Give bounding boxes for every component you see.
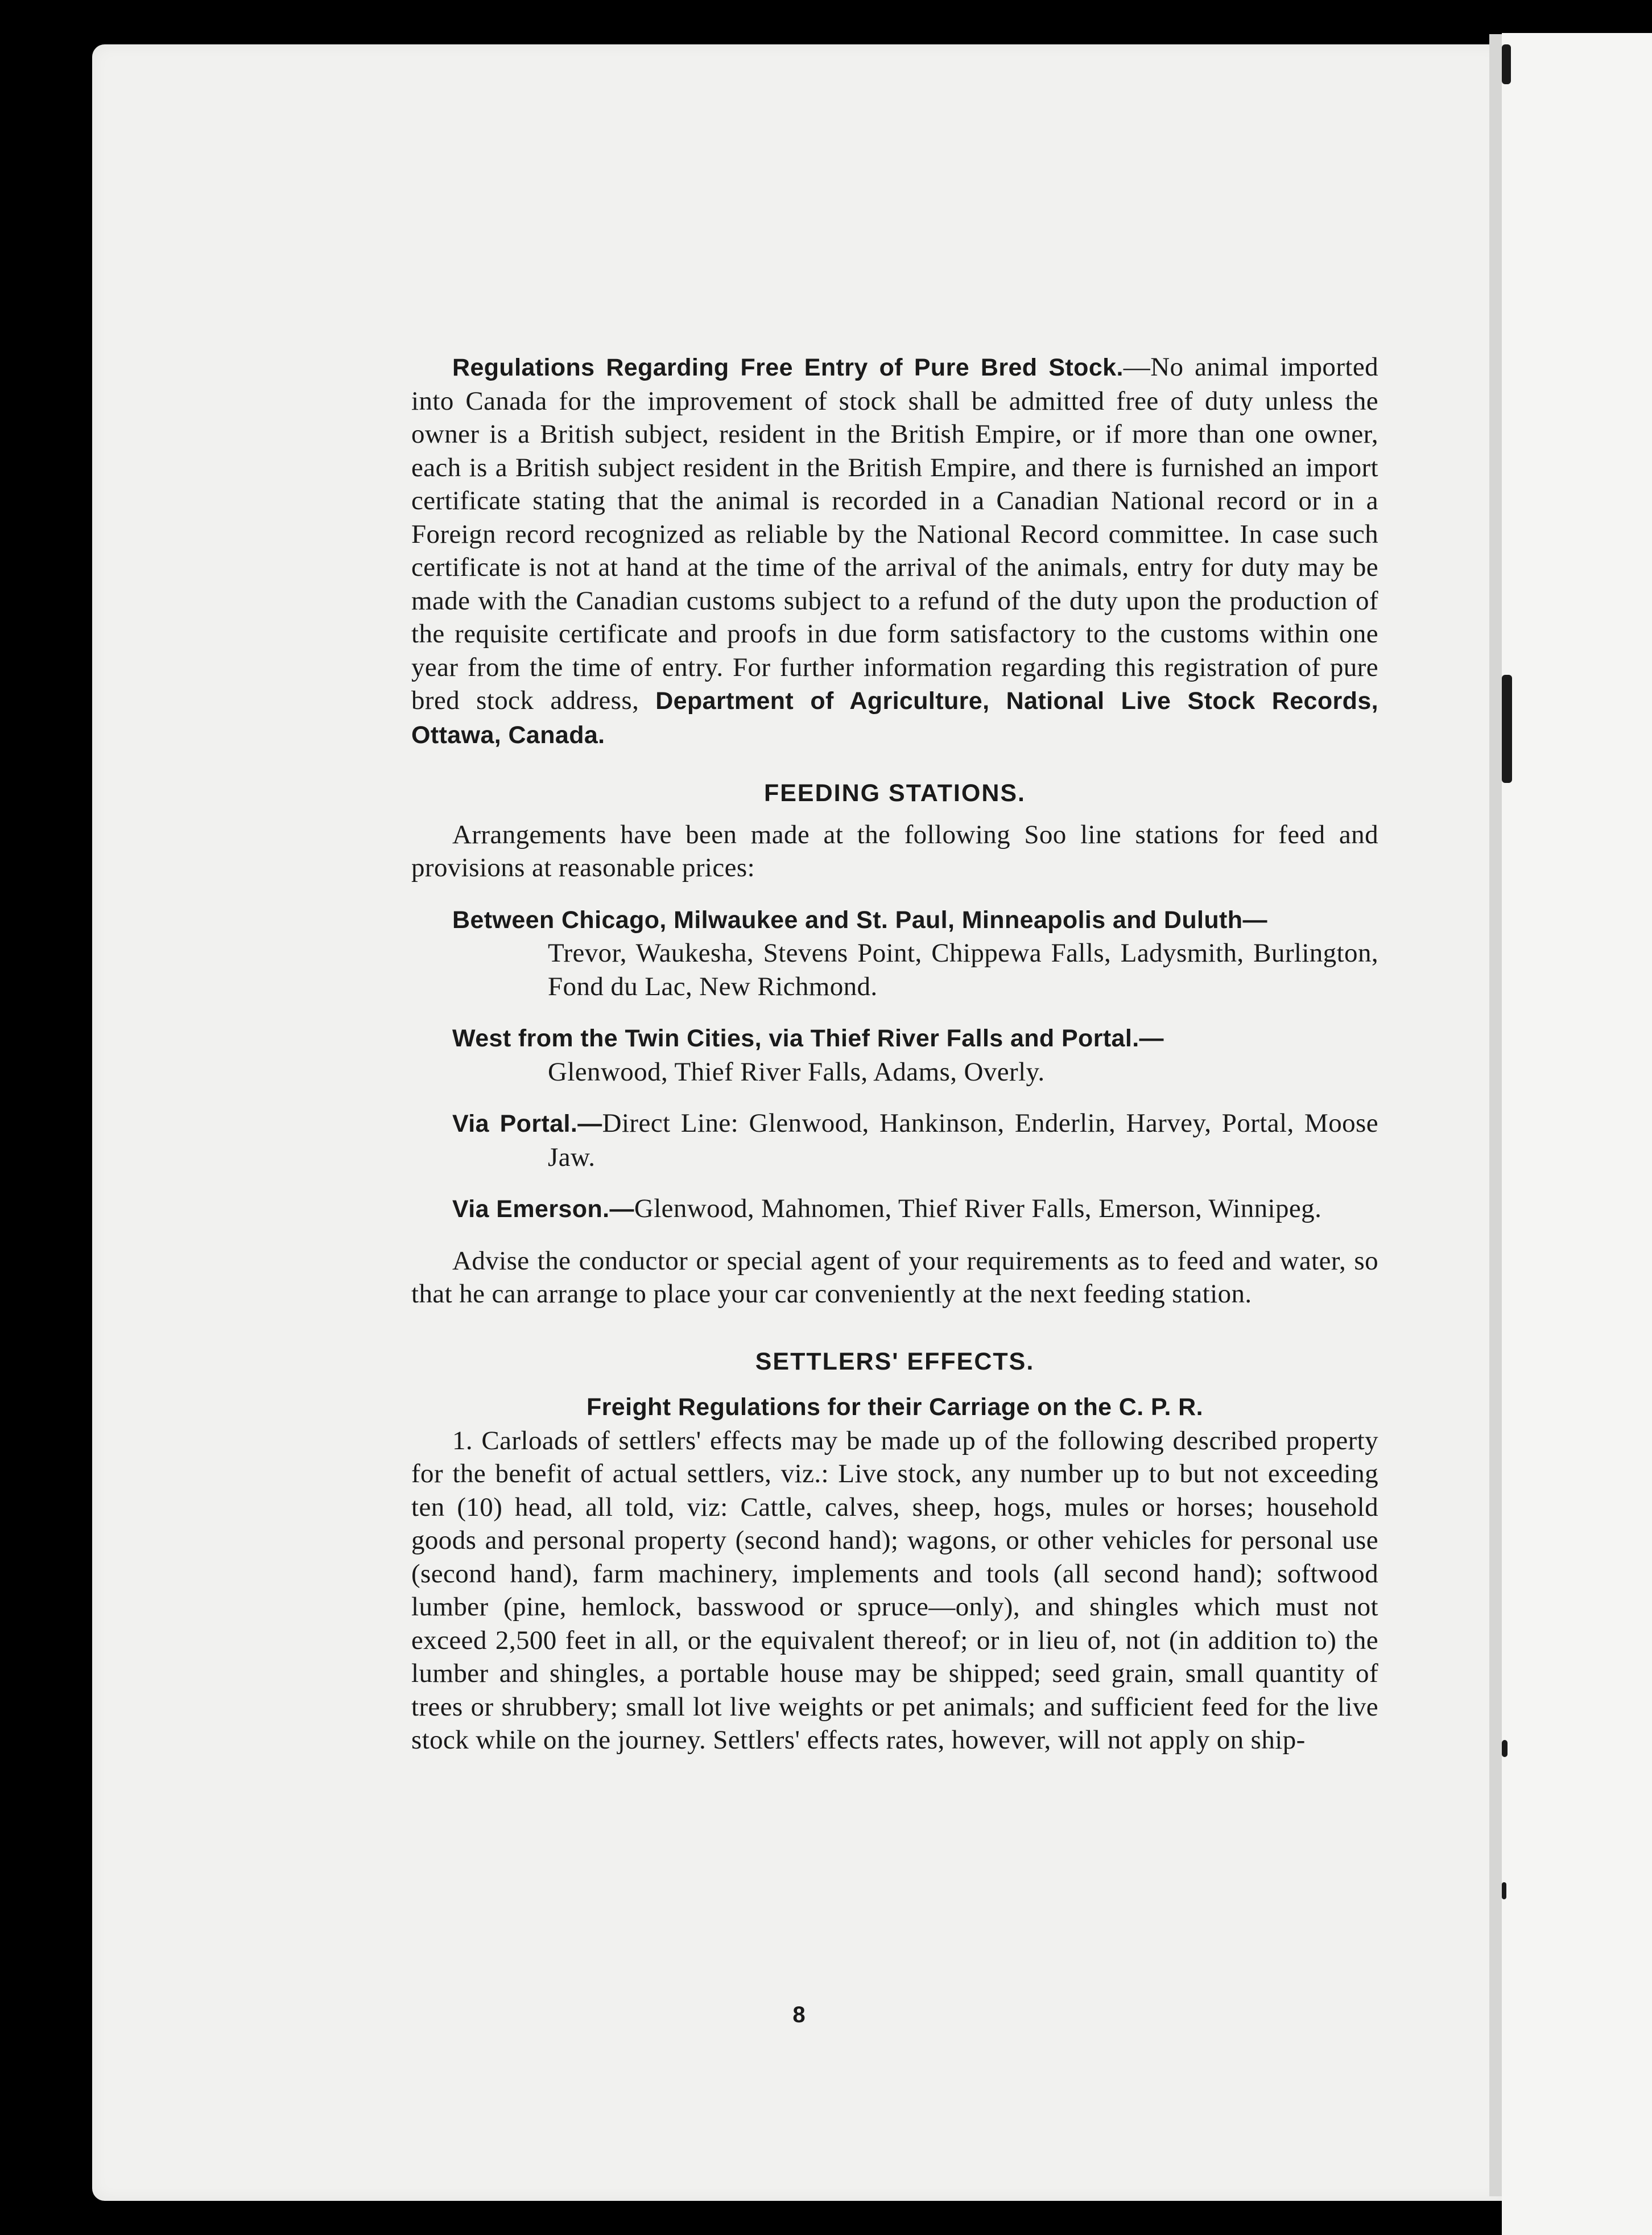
settlers-effects-subtitle: Freight Regulations for their Carriage on the C. P. R. — [586, 1393, 1203, 1421]
binding-mark — [1502, 675, 1512, 783]
page-spine — [1489, 34, 1502, 2196]
route-heading: Between Chicago, Milwaukee and St. Paul, Minneapolis and Duluth— — [452, 906, 1267, 934]
binding-mark — [1502, 1882, 1506, 1899]
route-item — [452, 1107, 1378, 1174]
route-stations: Direct Line: Glenwood, Hankinson, Enderlin, Harvey, Portal, Moose Jaw. — [548, 1108, 1378, 1172]
regulations-address: Department of Agriculture, National Live Stock Records, Ottawa, Canada. — [411, 687, 1378, 749]
binding-mark — [1502, 44, 1511, 84]
feeding-intro: Arrangements have been made at the following Soo line stations for feed and provisions at reasonable prices: — [411, 819, 1378, 883]
regulations-body: —No animal imported into Canada for the improvement of stock shall be admitted free of duty unless the owner is a British subject, resident in the British Empire, or if more than one owner, each is a British subject resident in the British Empire, and there is furnished an import certificate stating that the animal is recorded in a Canadian National record or in a Foreign record recognized as reliable by the National Record committee. In case such certificate is not at hand at the time of the arrival of the animals, entry for duty may be made with the Canadian customs subject to a refund of the duty upon the production of the requisite certificate and proofs in due form satisfactory to the customs within one year from the time of entry. For further information regarding this registration of pure bred stock address, — [411, 352, 1378, 715]
route-item — [452, 903, 1378, 1004]
route-heading: West from the Twin Cities, via Thief River Falls and Portal.— — [452, 1025, 1164, 1052]
regulations-paragraph — [411, 350, 1378, 752]
page-number: 8 — [792, 2002, 806, 2027]
route-item — [452, 1192, 1378, 1226]
document-page — [92, 44, 1506, 2201]
route-item — [452, 1021, 1378, 1088]
settlers-effects-title: SETTLERS' EFFECTS. — [755, 1347, 1035, 1375]
text-column — [411, 350, 1378, 1757]
route-heading: Via Emerson.— — [452, 1195, 634, 1223]
feeding-stations-title: FEEDING STATIONS. — [763, 780, 1026, 807]
route-heading: Via Portal.— — [452, 1110, 602, 1137]
regulations-heading: Regulations Regarding Free Entry of Pure Bred Stock. — [452, 354, 1124, 381]
next-page-edge — [1502, 33, 1652, 2235]
settlers-item-1: 1. Carloads of settlers' effects may be made up of the following described property for the benefit of actual settlers, viz.: Live stock, any number up to but not exceeding ten (10) head, all told, viz: Cattle, calves, sheep, hogs, mules or horses; household goods and personal property (second hand); wagons, or other vehicles for personal use (second hand), farm machinery, implements and tools (all second hand); softwood lumber (pine, hemlock, basswood or spruce—only), and shingles which must not exceed 2,500 feet in all, or the equivalent thereof; or in lieu of, not (in addition to) the lumber and shingles, a portable house may be shipped; seed grain, small quantity of trees or shrubbery; small lot live weights or pet animals; and sufficient feed for the live stock while on the journey. Settlers' effects rates, however, will not apply on ship- — [411, 1425, 1378, 1755]
route-stations: Trevor, Waukesha, Stevens Point, Chippewa Falls, Ladysmith, Burlington, Fond du Lac, New Richmond. — [548, 938, 1378, 1001]
feeding-advice: Advise the conductor or special agent of your requirements as to feed and water, so that he can arrange to place your car conveniently at the next feeding station. — [411, 1246, 1378, 1309]
route-stations: Glenwood, Mahnomen, Thief River Falls, Emerson, Winnipeg. — [634, 1194, 1322, 1223]
route-stations: Glenwood, Thief River Falls, Adams, Overly. — [548, 1057, 1045, 1087]
binding-mark — [1502, 1740, 1508, 1757]
